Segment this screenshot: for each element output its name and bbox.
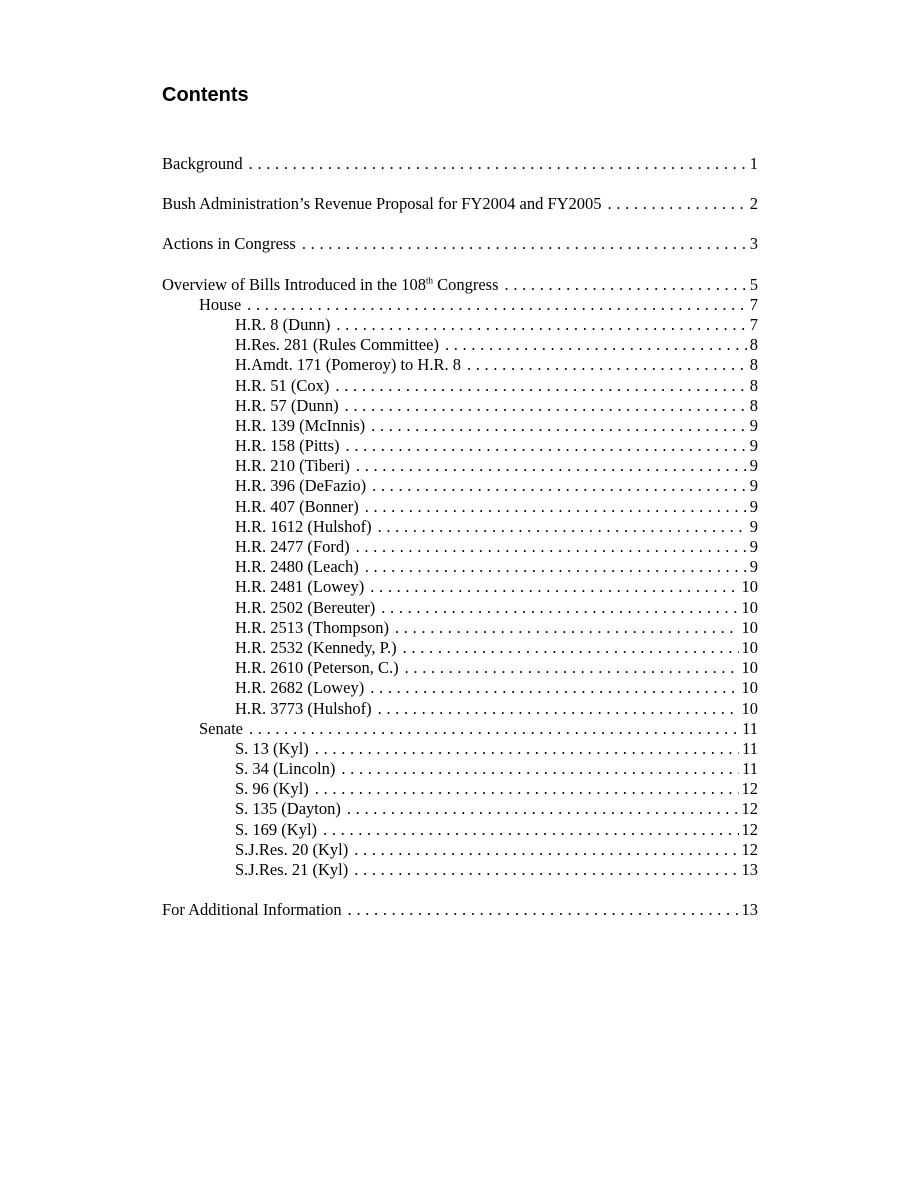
toc-entry-house-bill[interactable] (162, 355, 758, 375)
toc-entry-house-bill[interactable] (162, 376, 758, 396)
toc-entry-label: H.R. 2513 (Thompson) (235, 617, 389, 637)
toc-entry-house-bill[interactable] (162, 537, 758, 557)
toc-entry-house-bill[interactable] (162, 517, 758, 537)
page-title: Contents (162, 84, 249, 106)
toc-entry-label-superscript: th (425, 275, 433, 286)
toc-entry-page-number: 9 (749, 415, 758, 435)
dot-leader (365, 557, 747, 577)
toc-entry-house-bill[interactable] (162, 335, 758, 355)
dot-leader (315, 779, 739, 799)
toc-entry-house-bill[interactable] (162, 315, 758, 335)
toc-entry-page-number: 9 (749, 456, 758, 476)
toc-entry-label: H.R. 2532 (Kennedy, P.) (235, 637, 397, 657)
dot-leader (347, 799, 739, 819)
toc-entry-label: S. 34 (Lincoln) (235, 759, 336, 779)
toc-entry-page-number: 12 (741, 839, 758, 859)
toc-entry-label: H.R. 2477 (Ford) (235, 537, 350, 556)
toc-entry-page-number: 12 (741, 799, 758, 819)
toc-entry-label: S. 13 (Kyl) (235, 738, 309, 758)
toc-group (162, 900, 758, 920)
toc-entry-house-bill[interactable] (162, 658, 758, 678)
toc-entry-page-number: 2 (749, 194, 758, 214)
toc-entry-page-number: 10 (741, 577, 758, 597)
toc-entry-senate-bill[interactable] (162, 840, 758, 860)
toc-entry-senate[interactable] (162, 719, 758, 739)
toc-entry-label: H.R. 2481 (Lowey) (235, 577, 365, 597)
dot-leader (323, 820, 738, 840)
toc-entry-page-number: 13 (741, 860, 758, 879)
toc-entry-senate-bill[interactable] (162, 820, 758, 840)
toc-entry-page-number: 8 (749, 395, 758, 415)
toc-entry-page-number: 13 (741, 900, 758, 920)
toc-entry-page-number: 8 (749, 335, 758, 355)
toc-entry-page-number: 10 (741, 678, 758, 698)
toc-entry-label: Senate (199, 718, 243, 738)
toc-entry-house-bill[interactable] (162, 577, 758, 597)
toc-entry-senate-bill[interactable] (162, 759, 758, 779)
toc-entry-house-bill[interactable] (162, 618, 758, 638)
toc-entry-label: H.R. 407 (Bonner) (235, 496, 359, 516)
dot-leader (370, 577, 738, 597)
toc-entry-label: H.R. 210 (Tiberi) (235, 456, 350, 476)
dot-leader (315, 739, 739, 759)
toc-entry-label-suffix: Congress (432, 274, 499, 294)
toc-entry-label: Background (162, 154, 243, 173)
toc-entry-label: S. 169 (Kyl) (235, 819, 318, 839)
toc-entry-page-number: 7 (749, 314, 758, 334)
dot-leader (354, 840, 738, 860)
toc-entry[interactable] (162, 194, 758, 214)
dot-leader (381, 598, 738, 618)
toc-entry-label: H.R. 2610 (Peterson, C.) (235, 658, 399, 678)
toc-entry-label: S. 96 (Kyl) (235, 779, 309, 799)
dot-leader (405, 658, 739, 678)
dot-leader (395, 618, 739, 638)
toc-entry-label: H.R. 51 (Cox) (235, 375, 330, 395)
toc-entry-house-bill[interactable] (162, 497, 758, 517)
toc-entry-page-number: 11 (742, 759, 758, 779)
toc-group (162, 194, 758, 214)
dot-leader (247, 295, 747, 315)
toc-entry-label: H.R. 139 (McInnis) (235, 415, 366, 435)
toc-group (162, 234, 758, 254)
toc-entry-page-number: 10 (741, 637, 758, 657)
dot-leader (249, 154, 747, 174)
dot-leader (403, 638, 739, 658)
dot-leader (249, 719, 739, 739)
toc-entry-page-number: 3 (749, 234, 758, 254)
toc-entry-page-number: 7 (749, 294, 758, 314)
dot-leader (467, 355, 747, 375)
toc-entry-house-bill[interactable] (162, 416, 758, 436)
toc-entry-label: H.R. 2502 (Bereuter) (235, 597, 376, 617)
dot-leader (378, 699, 739, 719)
toc-entry-page-number: 5 (749, 274, 758, 294)
toc-entry-label: H.R. 396 (DeFazio) (235, 476, 367, 496)
toc-entry-senate-bill[interactable] (162, 739, 758, 759)
toc-entry-page-number: 10 (741, 658, 758, 678)
toc-entry-label: H.R. 8 (Dunn) (235, 314, 331, 334)
toc-entry-page-number: 10 (741, 597, 758, 617)
toc-entry-label-prefix: Overview of Bills Introduced in the 108 (162, 274, 426, 294)
dot-leader (372, 476, 747, 496)
toc-entry-label: H.R. 158 (Pitts) (235, 436, 340, 456)
toc-entry-senate-bill[interactable] (162, 860, 758, 880)
contents-page (162, 83, 758, 940)
toc-entry-label: H.R. 3773 (Hulshof) (235, 698, 372, 718)
toc-entry-page-number: 8 (749, 355, 758, 375)
toc-entry-label: Bush Administration’s Revenue Proposal for FY2004 and FY2005 (162, 194, 602, 214)
toc-entry-label: H.R. 57 (Dunn) (235, 395, 339, 415)
toc-entry-house-bill[interactable] (162, 678, 758, 698)
toc-entry[interactable] (162, 154, 758, 174)
toc-entry-label (162, 275, 499, 295)
toc-entry-page-number: 9 (749, 476, 758, 496)
dot-leader (378, 517, 747, 537)
toc-entry-page-number: 9 (749, 516, 758, 536)
dot-leader (356, 537, 747, 557)
dot-leader (505, 275, 747, 295)
toc-entry[interactable] (162, 900, 758, 920)
toc-entry-label: S.J.Res. 20 (Kyl) (235, 839, 349, 859)
toc-entry-label: H.Amdt. 171 (Pomeroy) to H.R. 8 (235, 355, 461, 375)
dot-leader (370, 678, 738, 698)
toc-group (162, 275, 758, 881)
toc-entry-label: For Additional Information (162, 900, 342, 920)
dot-leader (346, 436, 747, 456)
dot-leader (356, 456, 747, 476)
toc-entry-house-bill[interactable] (162, 476, 758, 496)
toc-entry-page-number: 1 (749, 154, 758, 173)
toc-entry-house-bill[interactable] (162, 638, 758, 658)
toc-entry-page-number: 12 (741, 819, 758, 839)
dot-leader (365, 497, 747, 517)
dot-leader (335, 376, 746, 396)
toc-entry-label: House (199, 294, 242, 314)
dot-leader (445, 335, 747, 355)
dot-leader (371, 416, 747, 436)
toc-entry-page-number: 11 (742, 718, 758, 738)
toc-entry-label: S.J.Res. 21 (Kyl) (235, 860, 349, 879)
toc-group (162, 154, 758, 174)
toc-entry-label: H.Res. 281 (Rules Committee) (235, 335, 439, 355)
toc-entry-page-number: 12 (741, 779, 758, 799)
toc-entry-house-bill[interactable] (162, 436, 758, 456)
toc-entry-house-bill[interactable] (162, 557, 758, 577)
toc-entry[interactable] (162, 234, 758, 254)
dot-leader (302, 234, 747, 254)
toc-entry-page-number: 9 (749, 496, 758, 516)
toc-entry-house-bill[interactable] (162, 396, 758, 416)
toc-entry-page-number: 9 (749, 436, 758, 456)
toc-entry-label: H.R. 2480 (Leach) (235, 557, 359, 577)
toc-entry-page-number: 9 (749, 557, 758, 577)
dot-leader (354, 860, 738, 880)
dot-leader (341, 759, 739, 779)
toc-entry-overview[interactable] (162, 275, 758, 295)
dot-leader (345, 396, 747, 416)
toc-entry-page-number: 9 (749, 537, 758, 556)
dot-leader (608, 194, 747, 214)
toc-entry-page-number: 10 (741, 617, 758, 637)
toc-entry-page-number: 10 (741, 698, 758, 718)
toc-entry-label: H.R. 1612 (Hulshof) (235, 516, 372, 536)
dot-leader (336, 315, 746, 335)
toc-entry-page-number: 8 (749, 375, 758, 395)
toc-entry-label: Actions in Congress (162, 234, 296, 254)
toc-entry-house-bill[interactable] (162, 456, 758, 476)
table-of-contents (162, 154, 758, 920)
toc-entry-label: S. 135 (Dayton) (235, 799, 341, 819)
toc-entry-label: H.R. 2682 (Lowey) (235, 678, 365, 698)
toc-entry-page-number: 11 (742, 738, 758, 758)
toc-entry-house[interactable] (162, 295, 758, 315)
dot-leader (348, 900, 739, 920)
toc-entry-house-bill[interactable] (162, 598, 758, 618)
toc-entry-senate-bill[interactable] (162, 779, 758, 799)
toc-entry-house-bill[interactable] (162, 699, 758, 719)
toc-entry-senate-bill[interactable] (162, 799, 758, 819)
